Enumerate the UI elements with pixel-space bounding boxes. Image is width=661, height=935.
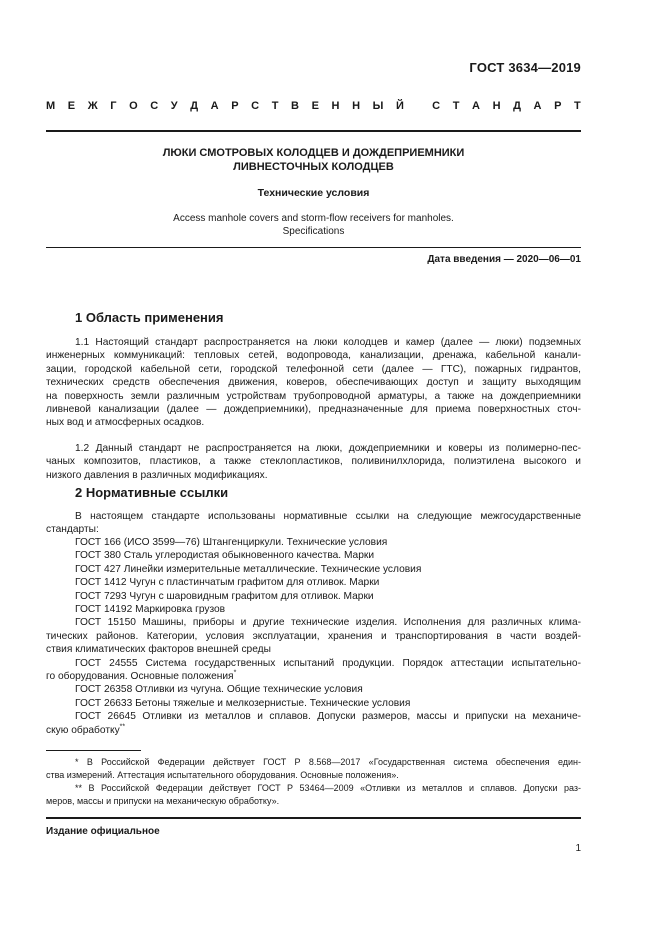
banner-letter: Г — [110, 100, 117, 112]
text-line: на поверхность земли различным устройствам трубопроводной арматуры, а также на дождеприемники — [46, 390, 581, 402]
section-2-heading: 2 Нормативные ссылки — [75, 485, 229, 500]
title-line-1: ЛЮКИ СМОТРОВЫХ КОЛОДЦЕВ И ДОЖДЕПРИЕМНИКИ — [162, 147, 465, 159]
banner-letter: Р — [554, 100, 562, 112]
banner-letter: Т — [574, 100, 581, 112]
reference-text: го оборудования. Основные положения — [46, 671, 234, 683]
footer-rule — [46, 817, 581, 819]
text-line: инженерных коммуникаций: тепловых сетей, водопровода, канализации, дренажа, кабельной канали- — [46, 350, 581, 362]
text-line: меров, массы и припуски на механическую обработку». — [46, 795, 280, 806]
footnote-separator — [46, 750, 141, 751]
banner-letter: Н — [352, 100, 361, 112]
text-line: * В Российской Федерации действует ГОСТ Р 8.568—2017 «Государственная система обеспечения един- — [75, 757, 581, 767]
banner-letter: Р — [231, 100, 239, 112]
reference-line — [46, 697, 581, 710]
banner-letter: А — [533, 100, 542, 112]
banner-letter: Е — [67, 100, 76, 112]
reference-text: ГОСТ 427 Линейки измерительные металлические. Технические условия — [75, 563, 422, 575]
text-line: низкого давления в различных модификациях. — [46, 469, 268, 481]
reference-text: ГОСТ 26358 Отливки из чугуна. Общие технические условия — [75, 684, 363, 696]
reference-text: ГОСТ 26645 Отливки из металлов и сплавов. Допуски размеров, массы и припуски на механиче- — [75, 711, 581, 723]
banner-letter: Е — [311, 100, 319, 112]
banner-letter: С — [251, 100, 260, 112]
reference-line — [46, 576, 581, 589]
banner-letter: С — [432, 100, 441, 112]
text-line: В настоящем стандарте использованы нормативные ссылки на следующие межгосударственные — [75, 511, 581, 522]
reference-text: ГОСТ 24555 Система государственных испытаний продукции. Порядок аттестации испытательно- — [75, 657, 581, 669]
banner-letter: Ж — [87, 100, 98, 112]
banner-letter — [416, 100, 419, 112]
banner-letter: Д — [513, 100, 521, 112]
footnote-marker: * — [233, 669, 237, 677]
gost-code: ГОСТ 3634—2019 — [469, 60, 581, 75]
document-subtitle: Технические условия — [257, 187, 370, 199]
normative-references-list — [46, 536, 581, 737]
reference-text: ГОСТ 166 (ИСО 3599—76) Штангенциркули. Технические условия — [75, 537, 388, 548]
date-rule — [46, 247, 581, 248]
reference-line — [46, 616, 581, 629]
text-line: ства измерений. Аттестация испытательного оборудования. Основные положения». — [46, 769, 399, 780]
text-line: 1.2 Данный стандарт не распространяется на люки, дождеприемники и коверы из полимерно-пес- — [75, 443, 581, 454]
reference-text: ГОСТ 15150 Машины, приборы и другие технические изделия. Исполнения для различных клима- — [75, 617, 581, 629]
text-line: зации, городской кабельной сети, городской телефонной сети (далее — ГТС), пожарных гидрантов, — [46, 363, 581, 375]
reference-text: ствия климатических факторов внешней среды — [46, 644, 271, 656]
reference-line — [46, 536, 581, 549]
reference-line — [46, 563, 581, 576]
reference-line — [46, 683, 581, 696]
reference-line — [46, 724, 581, 737]
reference-line — [46, 590, 581, 603]
banner-letter: У — [170, 100, 178, 112]
text-line: 1.1 Настоящий стандарт распространяется на люки колодцев и камер (далее — люки) подземных — [75, 337, 581, 348]
reference-line — [46, 657, 581, 670]
reference-text: ГОСТ 380 Сталь углеродистая обыкновенного качества. Марки — [75, 550, 375, 562]
banner-letter: Н — [492, 100, 501, 112]
reference-text: тических районов. Категории, условия эксплуатации, хранения и транспортирования в части воздей- — [46, 630, 581, 642]
paragraph-1-2 — [46, 442, 581, 482]
reference-text: ГОСТ 7293 Чугун с шаровидным графитом для отливок. Марки — [75, 590, 374, 602]
text-line: стандарты: — [46, 524, 99, 536]
footnote-marker: ** — [119, 723, 126, 731]
english-title-line-1: Access manhole covers and storm-flow receivers for manholes. — [173, 213, 454, 224]
banner-letter: Д — [190, 100, 199, 112]
english-title — [46, 212, 581, 238]
reference-text: ГОСТ 14192 Маркировка грузов — [75, 604, 226, 616]
banner-letter: Й — [395, 100, 404, 112]
title-line-2: ЛИВНЕСТОЧНЫХ КОЛОДЦЕВ — [233, 161, 394, 173]
page-number: 1 — [575, 843, 581, 854]
reference-line — [46, 643, 581, 656]
document-title — [46, 146, 581, 174]
section-2-intro — [46, 510, 581, 537]
banner-letter: Н — [331, 100, 340, 112]
interstate-standard-banner — [46, 100, 581, 112]
introduction-date: Дата введения — 2020—06—01 — [427, 254, 581, 265]
text-line: ливневой канализации (далее — дождеприемники), предназначенные для приема поверхностных сточ- — [46, 404, 581, 416]
banner-letter: А — [472, 100, 480, 112]
footnote-2 — [46, 782, 581, 807]
official-edition-label: Издание официальное — [46, 826, 160, 837]
paragraph-1-1 — [46, 336, 581, 430]
reference-line — [46, 603, 581, 616]
reference-text: скую обработку — [46, 724, 120, 736]
banner-letter: Т — [452, 100, 460, 112]
reference-text: ГОСТ 26633 Бетоны тяжелые и мелкозернистые. Технические условия — [75, 697, 411, 709]
reference-line — [46, 549, 581, 562]
text-line: технических средств обеспечения движения, коверов, обеспечивающих доступ и защиту выходящим — [46, 377, 581, 389]
header-rule — [46, 130, 581, 132]
text-line: ных вод и атмосферных осадков. — [46, 417, 205, 429]
banner-letter: А — [210, 100, 219, 112]
reference-line — [46, 710, 581, 723]
reference-line — [46, 630, 581, 643]
banner-letter: М — [46, 100, 56, 112]
reference-line — [46, 670, 581, 683]
text-line: чаных композитов, пластиков, а также стеклопластиков, поливинилхлорида, полиэтилена высокого и — [46, 456, 581, 468]
banner-letter: О — [129, 100, 138, 112]
text-line: ** В Российской Федерации действует ГОСТ Р 53464—2009 «Отливки из металлов и сплавов. Допуски раз- — [75, 783, 581, 793]
banner-letter: Ы — [372, 100, 384, 112]
banner-letter: В — [291, 100, 299, 112]
banner-letter: С — [150, 100, 159, 112]
reference-text: ГОСТ 1412 Чугун с пластинчатым графитом для отливок. Марки — [75, 577, 380, 589]
banner-letter: Т — [271, 100, 279, 112]
footnote-1 — [46, 756, 581, 781]
english-title-line-2: Specifications — [282, 226, 345, 237]
section-1-heading: 1 Область применения — [75, 310, 224, 325]
